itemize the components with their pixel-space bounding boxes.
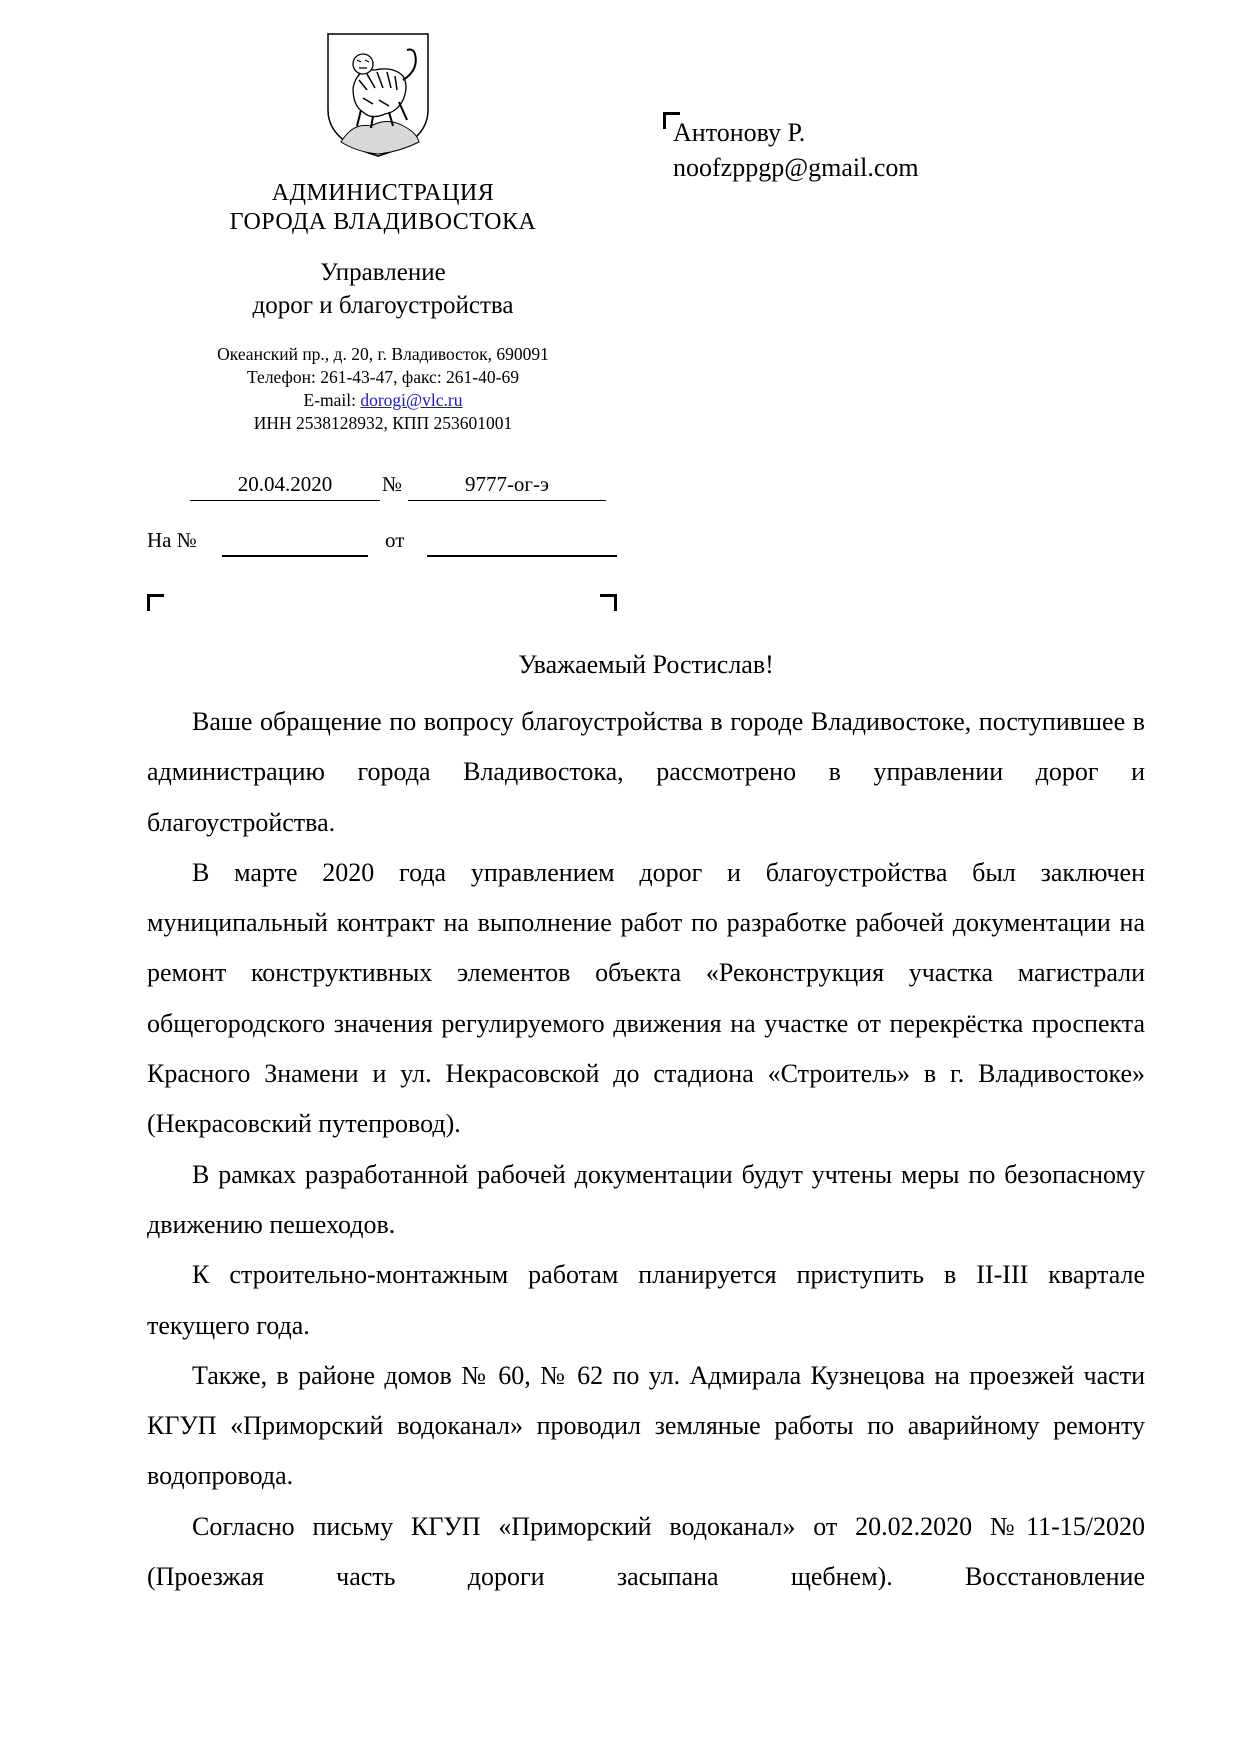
department-name-line1: Управление — [320, 259, 446, 286]
reference-number-blank — [222, 528, 368, 557]
department-name-line2: дорог и благоустройства — [252, 292, 514, 319]
recipient-email: noofzppgp@gmail.com — [673, 153, 919, 182]
reference-date-label: от — [385, 528, 405, 552]
tax-ids: ИНН 2538128932, КПП 253601001 — [253, 413, 513, 433]
salutation: Уважаемый Ростислав! — [518, 650, 774, 679]
number-sign: № — [382, 472, 403, 496]
email-line — [153, 389, 613, 411]
corner-mark-top-left — [147, 594, 164, 611]
reference-date-blank — [427, 528, 617, 557]
phone-fax: Телефон: 261-43-47, факс: 261-40-69 — [247, 367, 519, 387]
reference-number-label: На № — [147, 528, 197, 552]
corner-mark-top-right — [600, 594, 617, 611]
paragraph: К строительно-монтажным работам планируется приступить в II-III квартале текущего года. — [147, 1260, 1145, 1340]
outgoing-number: 9777-ог-э — [408, 472, 606, 501]
paragraph: В рамках разработанной рабочей документации будут учтены меры по безопасному движению пешеходов. — [147, 1159, 1145, 1239]
admin-title-line2: ГОРОДА ВЛАДИВОСТОКА — [229, 209, 537, 235]
recipient-name: Антонову Р. — [673, 118, 806, 147]
letter-body — [147, 697, 1145, 1602]
paragraph: Также, в районе домов № 60, № 62 по ул. Адмирала Кузнецова на проезжей части КГУП «Приморский водоканал» проводил земляные работы по аварийному ремонту водопровода. — [147, 1360, 1145, 1491]
city-crest-icon — [323, 30, 433, 160]
paragraph: Согласно письму КГУП «Приморский водоканал» от 20.02.2020 №11-15/2020 (Проезжая часть дороги засыпана щебнем). Восстановление — [147, 1511, 1145, 1592]
postal-address: Океанский пр., д. 20, г. Владивосток, 690091 — [217, 344, 549, 364]
outgoing-date: 20.04.2020 — [190, 472, 380, 501]
email-label: E-mail: — [303, 390, 361, 410]
paragraph: В марте 2020 года управлением дорог и благоустройства был заключен муниципальный контракт на выполнение работ по разработке рабочей документации на ремонт конструктивных элементов объекта «Реконструкция участка магистрали общегородского значения регулируемого движения на участке от перекрёстка проспекта Красного Знамени и ул. Некрасовской до стадиона «Строитель» в г. Владивостоке» (Некрасовский путепровод). — [147, 857, 1145, 1139]
admin-title-line1: АДМИНИСТРАЦИЯ — [271, 180, 495, 206]
paragraph: Ваше обращение по вопросу благоустройства в городе Владивостоке, поступившее в администрацию города Владивостока, рассмотрено в управлении дорог и благоустройства. — [147, 707, 1145, 837]
email-link[interactable]: dorogi@vlc.ru — [360, 390, 463, 410]
